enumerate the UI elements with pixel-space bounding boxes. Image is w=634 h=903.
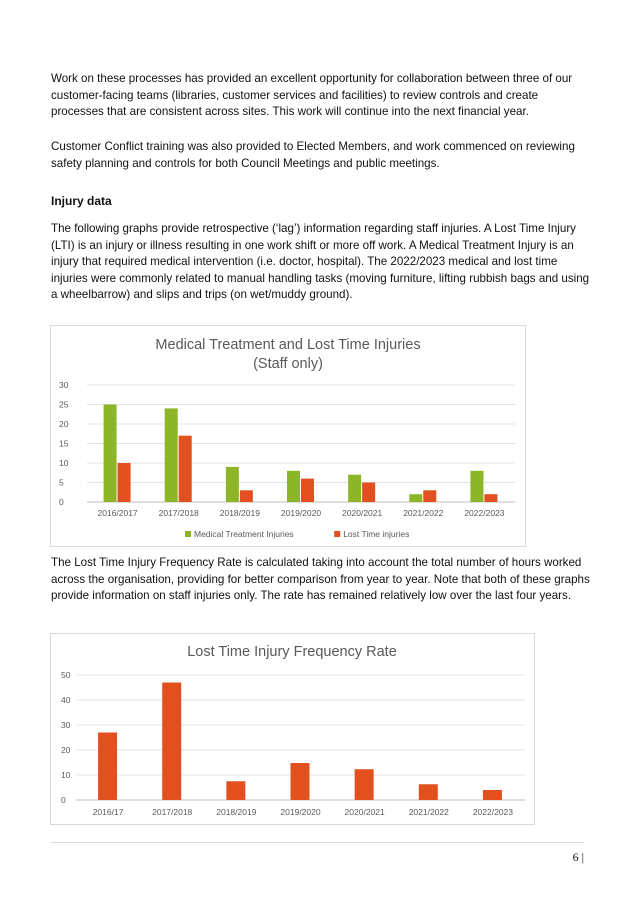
- bar-2016-17: [98, 733, 117, 801]
- x-tick-label: 2016/2017: [97, 508, 138, 518]
- chart-title: Medical Treatment and Lost Time Injuries: [155, 337, 421, 353]
- x-tick-label: 2020/2021: [344, 807, 385, 817]
- x-tick-label: 2019/2020: [280, 807, 321, 817]
- y-tick-label: 30: [61, 720, 71, 730]
- paragraph-ltifr-intro: The Lost Time Injury Frequency Rate is calculated taking into account the total number of hours worked across the organisation, providing for better comparison from year to year. Note that both of these graphs provide information on staff injuries only. The rate has remained relatively low over the last four years.: [51, 556, 590, 602]
- bar-lost-time-2022-2023: [484, 494, 497, 502]
- bar-2022-2023: [483, 790, 502, 800]
- chart-title: Lost Time Injury Frequency Rate: [187, 644, 397, 660]
- y-tick-label: 25: [59, 399, 69, 410]
- bar-2021-2022: [419, 784, 438, 800]
- bar-lost-time-2021-2022: [423, 490, 436, 502]
- legend-swatch: [334, 531, 340, 537]
- x-tick-label: 2017/2018: [158, 508, 199, 518]
- chart-medical-lost-time-svg: [51, 326, 525, 546]
- y-tick-label: 40: [61, 695, 71, 705]
- bar-medical-2022-2023: [470, 471, 483, 502]
- x-tick-label: 2016/17: [92, 807, 124, 817]
- y-tick-label: 5: [59, 477, 64, 488]
- paragraph-collaboration: Work on these processes has provided an excellent opportunity for collaboration between three of our customer-facing teams (libraries, customer services and facilities) to review controls and create processes that are consistent across sites. This work will continue into the next financial year.: [51, 72, 573, 118]
- legend-label: Medical Treatment Injuries: [194, 529, 294, 539]
- bar-2018-2019: [226, 781, 245, 800]
- bar-medical-2019-2020: [287, 471, 300, 502]
- y-tick-label: 10: [59, 458, 69, 468]
- x-tick-label: 2018/2019: [219, 508, 260, 518]
- x-tick-label: 2020/2021: [342, 508, 383, 518]
- footer-divider: [51, 842, 584, 843]
- section-heading-injury-data: Injury data: [51, 194, 112, 208]
- chart-medical-lost-time: [50, 325, 526, 547]
- bar-medical-2020-2021: [348, 475, 361, 502]
- y-tick-label: 30: [59, 380, 69, 390]
- bar-lost-time-2020-2021: [362, 483, 375, 503]
- bar-lost-time-2016-2017: [118, 463, 131, 502]
- bar-medical-2016-2017: [104, 405, 117, 503]
- x-tick-label: 2021/2022: [408, 807, 449, 817]
- y-tick-label: 20: [59, 419, 69, 429]
- y-tick-label: 15: [59, 438, 69, 449]
- page-number: 6 |: [572, 850, 584, 864]
- paragraph-injury-intro: The following graphs provide retrospective (‘lag’) information regarding staff injuries. A Lost Time Injury (LTI) is an injury or illness resulting in one work shift or more off work. A Medical Treatment Injury is an injury that required medical intervention (i.e. doctor, hospital). The 2022/2023 medical and lost time injuries were commonly related to manual handling tasks (moving furniture, lifting rubbish bags and using a wheelbarrow) and slips and trips (on wet/muddy ground).: [51, 222, 590, 301]
- x-tick-label: 2022/2023: [472, 807, 514, 817]
- x-tick-label: 2019/2020: [280, 508, 322, 518]
- chart-ltifr: [50, 633, 535, 825]
- bar-2019-2020: [291, 763, 310, 800]
- y-tick-label: 10: [61, 770, 71, 780]
- x-tick-label: 2017/2018: [152, 807, 193, 817]
- y-tick-label: 50: [61, 670, 71, 680]
- legend-swatch: [185, 531, 191, 537]
- bar-medical-2017-2018: [165, 408, 178, 502]
- bar-lost-time-2018-2019: [240, 490, 253, 502]
- chart-ltifr-svg: [51, 634, 534, 824]
- bar-2017-2018: [162, 683, 181, 801]
- x-tick-label: 2021/2022: [403, 508, 444, 518]
- bar-medical-2018-2019: [226, 467, 239, 502]
- y-tick-label: 0: [59, 497, 64, 507]
- bar-2020-2021: [355, 769, 374, 800]
- paragraph-customer-conflict: Customer Conflict training was also provided to Elected Members, and work commenced on reviewing safety planning and controls for both Council Meetings and public meetings.: [51, 140, 575, 170]
- legend-label: Lost Time injuries: [343, 529, 410, 539]
- x-tick-label: 2022/2023: [464, 508, 505, 518]
- bar-lost-time-2019-2020: [301, 479, 314, 502]
- y-tick-label: 0: [61, 795, 66, 805]
- bar-lost-time-2017-2018: [179, 436, 192, 502]
- y-tick-label: 20: [61, 745, 71, 755]
- x-tick-label: 2018/2019: [216, 807, 257, 817]
- bar-medical-2021-2022: [409, 494, 422, 502]
- chart-title: (Staff only): [253, 356, 323, 372]
